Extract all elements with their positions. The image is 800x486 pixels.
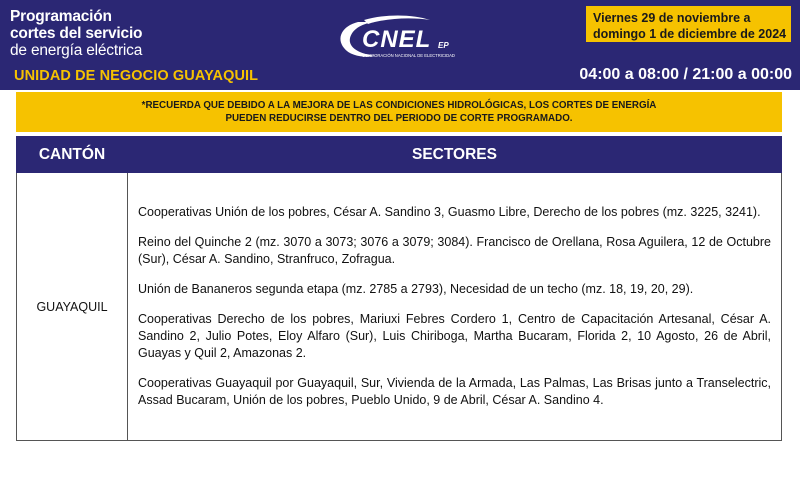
logo-tagline: CORPORACIÓN NACIONAL DE ELECTRICIDAD (362, 53, 455, 58)
notice-line-2: PUEDEN REDUCIRSE DENTRO DEL PERIODO DE CORTE PROGRAMADO. (225, 113, 573, 124)
date-range-box (584, 4, 793, 44)
outage-schedule: 04:00 a 08:00 / 21:00 a 00:00 (579, 66, 792, 83)
logo-wordmark: CNEL (362, 26, 432, 53)
sector-group: Cooperativas Unión de los pobres, César A. Sandino 3, Guasmo Libre, Derecho de los pobres (mz. 3225, 3241). (138, 205, 761, 219)
sector-group: Reino del Quinche 2 (mz. 3070 a 3073; 3076 a 3079; 3084). Francisco de Orellana, Rosa Aguilera, 12 de Octubre (Sur), César A. Sandino, Stranfruco, Zofragua. (138, 235, 771, 266)
sectors-cell (128, 173, 782, 441)
program-title (10, 8, 142, 59)
header-banner (0, 0, 800, 90)
logo-swoosh-top (364, 16, 430, 25)
table-header-row (17, 137, 782, 173)
notice-line-1: *RECUERDA QUE DEBIDO A LA MEJORA DE LAS CONDICIONES HIDROLÓGICAS, LOS CORTES DE ENERGÍA (141, 100, 657, 111)
logo-suffix: EP (438, 41, 449, 50)
title-line-1: Programación (10, 8, 112, 25)
date-line-1: Viernes 29 de noviembre a (593, 11, 751, 25)
hydrology-notice (16, 92, 782, 132)
sectors-table (16, 136, 782, 441)
business-unit-label: UNIDAD DE NEGOCIO GUAYAQUIL (14, 68, 259, 84)
sector-group: Cooperativas Derecho de los pobres, Mariuxi Febres Cordero 1, Centro de Capacitación Artesanal, César A. Sandino 2, Julio Potes, Eloy Alfaro (Sur), Luis Chiriboga, Martha Bucaram, Florida 2, 10 Agosto, 26 de Abril, Guayas y Quil 2, Amazonas 2. (138, 312, 771, 360)
canton-cell: GUAYAQUIL (17, 173, 128, 441)
sector-group: Unión de Bananeros segunda etapa (mz. 2785 a 2793), Necesidad de un techo (mz. 18, 19, 20, 29). (138, 282, 694, 296)
sectors-column-header: SECTORES (128, 137, 782, 173)
canton-column-header: CANTÓN (17, 137, 128, 173)
title-line-3: de energía eléctrica (10, 42, 143, 59)
cnel-logo (334, 12, 474, 68)
sector-group: Cooperativas Guayaquil por Guayaquil, Sur, Vivienda de la Armada, Las Palmas, Las Brisas junto a Transelectric, Assad Bucaram, Unión de los pobres, Pueblo Unido, 9 de Abril, César A. Sandino 4. (138, 376, 771, 407)
date-line-2: domingo 1 de diciembre de 2024 (593, 27, 787, 41)
table-row (17, 173, 782, 441)
title-line-2: cortes del servicio (10, 25, 143, 42)
